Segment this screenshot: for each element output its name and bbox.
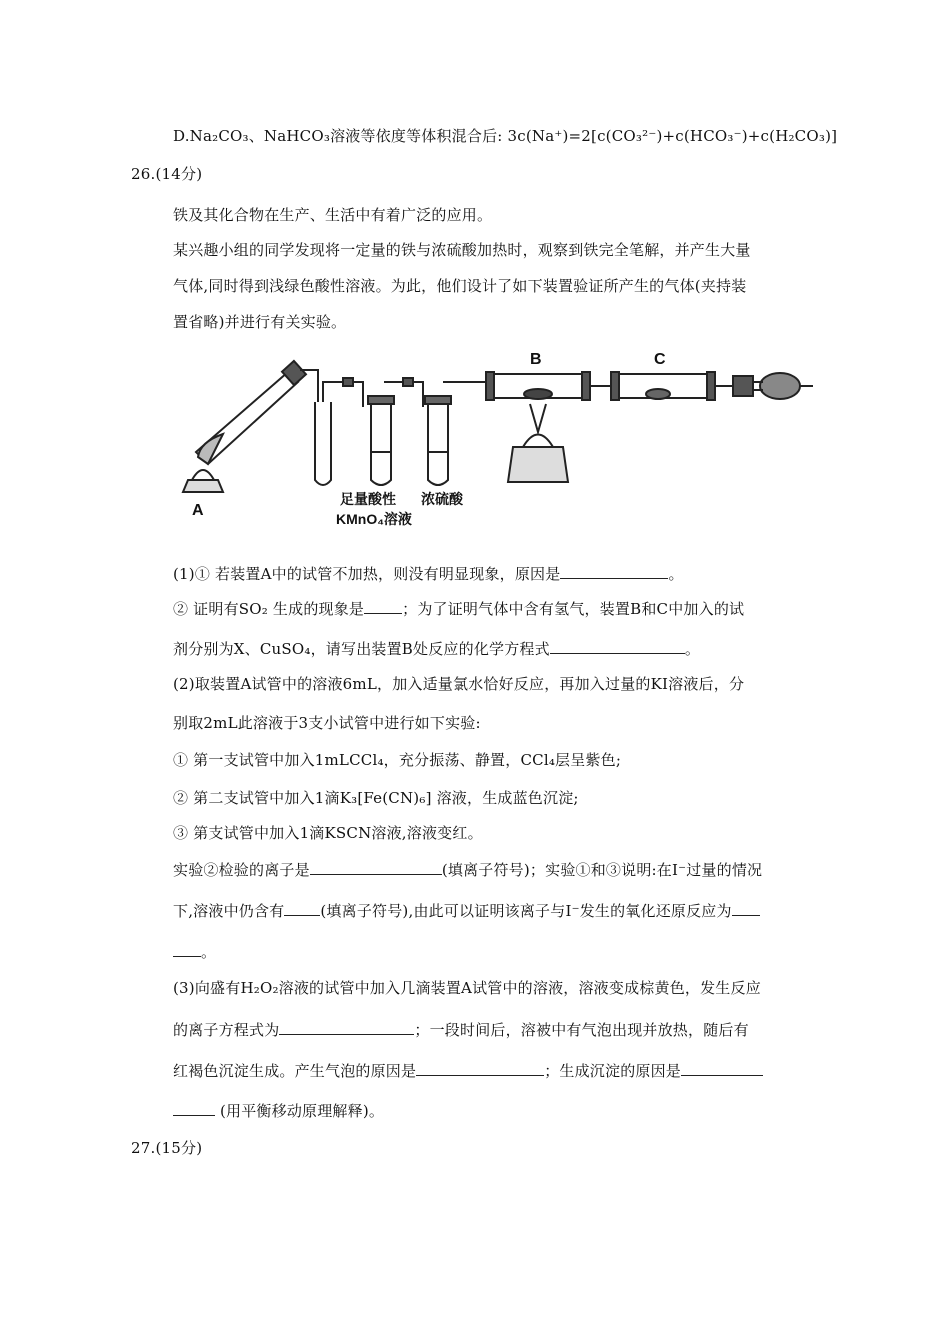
answer-blank[interactable] (279, 1019, 414, 1035)
q2-line-5: ③ 第支试管中加入1滴KSCN溶液,溶液变红。 (173, 824, 483, 842)
q1-c-end: 。 (684, 640, 701, 658)
q2-line-4: ② 第二支试管中加入1滴K₃[Fe(CN)₆] 溶液，生成蓝色沉淀; (173, 789, 579, 807)
q2-line-1: (2)取装置A试管中的溶液6mL，加入适量氯水恰好反应，再加入过量的KI溶液后，分 (173, 675, 745, 693)
answer-blank[interactable] (550, 638, 685, 654)
q2-f-text2: (填离子符号)；实验①和③说明:在I⁻过量的情况 (441, 861, 763, 879)
answer-blank[interactable] (310, 859, 442, 875)
q3-line-4 (173, 1100, 384, 1121)
q2-g-text2: (填离子符号),由此可以证明该离子与I⁻发生的氧化还原反应为 (320, 902, 732, 920)
question-26-header: 26.(14分) (131, 165, 203, 183)
q3-line-3 (173, 1060, 763, 1081)
q3-d-text: (用平衡移动原理解释)。 (219, 1102, 385, 1120)
answer-blank[interactable] (173, 941, 201, 957)
q3-b-text: 的离子方程式为 (173, 1021, 280, 1039)
q3-c-text: 红褐色沉淀生成。产生气泡的原因是 (173, 1062, 417, 1080)
q1-c-text: 剂分别为X、CuSO₄，请写出装置B处反应的化学方程式 (173, 640, 550, 658)
q2-line-8 (173, 941, 216, 962)
option-d: D.Na₂CO₃、NaHCO₃溶液等依度等体积混合后: 3c(Na⁺)=2[c(CO₃²⁻)+c(HCO₃⁻)+c(H₂CO₃)] (173, 127, 838, 145)
intro-line-2: 某兴趣小组的同学发现将一定量的铁与浓硫酸加热时，观察到铁完全笔解，并产生大量 (173, 241, 751, 259)
q2-line-6 (173, 859, 762, 880)
answer-blank[interactable] (560, 563, 668, 579)
intro-line-3: 气体,同时得到浅绿色酸性溶液。为此，他们设计了如下装置验证所产生的气体(夹持装 (173, 277, 747, 295)
q1-line-2 (173, 598, 744, 619)
label-c: C (654, 351, 666, 368)
q3-line-1: (3)向盛有H₂O₂溶液的试管中加入几滴装置A试管中的溶液，溶液变成棕黄色，发生反应 (173, 979, 761, 997)
q2-line-7 (173, 900, 760, 921)
q2-line-3: ① 第一支试管中加入1mLCCl₄，充分振荡、静置，CCl₄层呈紫色; (173, 751, 622, 769)
q2-f-text: 实验②检验的离子是 (173, 861, 310, 879)
q2-h-end: 。 (201, 943, 217, 961)
answer-blank[interactable] (416, 1060, 544, 1076)
intro-line-4: 置省略)并进行有关实验。 (173, 313, 347, 331)
label-a: A (192, 502, 204, 519)
question-27-header: 27.(15分) (131, 1139, 203, 1157)
q1-line-1 (173, 563, 684, 584)
apparatus-diagram (168, 342, 828, 532)
answer-blank[interactable] (173, 1100, 215, 1116)
q1-b-text2: ；为了证明气体中含有氢气，装置B和C中加入的试 (402, 600, 745, 618)
q3-line-2 (173, 1019, 749, 1040)
caption-kmno4-line1: 足量酸性 (340, 491, 396, 507)
q1-a-text: (1)① 若装置A中的试管不加热，则没有明显现象，原因是 (173, 565, 561, 583)
q3-c-text2: ；生成沉淀的原因是 (544, 1062, 682, 1080)
caption-h2so4: 浓硫酸 (421, 491, 463, 507)
answer-blank[interactable] (284, 900, 320, 916)
caption-kmno4-line2: KMnO₄溶液 (336, 511, 412, 527)
q2-line-2: 别取2mL此溶液于3支小试管中进行如下实验: (173, 714, 481, 732)
intro-line-1: 铁及其化合物在生产、生活中有着广泛的应用。 (173, 206, 493, 224)
answer-blank[interactable] (364, 598, 402, 614)
q2-g-text: 下,溶液中仍含有 (173, 902, 285, 920)
label-b: B (530, 351, 542, 368)
q1-line-3 (173, 638, 700, 659)
answer-blank[interactable] (681, 1060, 763, 1076)
answer-blank[interactable] (732, 900, 760, 916)
q1-a-end: 。 (668, 565, 684, 583)
q1-b-text: ② 证明有SO₂ 生成的现象是 (173, 600, 365, 618)
q3-b-text2: ；一段时间后，溶被中有气泡出现并放热，随后有 (414, 1021, 749, 1039)
